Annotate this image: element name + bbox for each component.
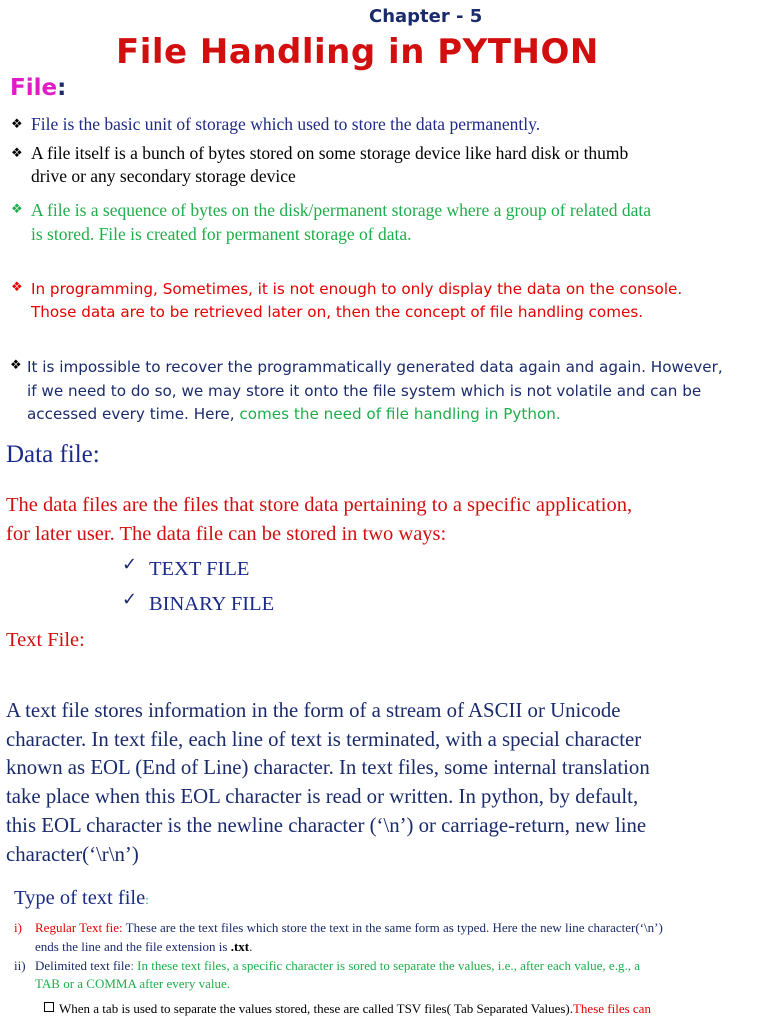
- type-i-line-2-start: ends the line and the file extension is: [35, 939, 231, 954]
- data-file-para-line-2: for later user. The data file can be stored in two ways:: [6, 523, 447, 545]
- text-file-heading: Text File:: [6, 629, 85, 651]
- diamond-bullet-icon: ❖: [11, 279, 23, 294]
- type-i-description: These are the text files which store the text in the same form as typed. Here the new line character(‘\n’): [122, 920, 663, 935]
- type-i-extension: .txt: [230, 939, 250, 954]
- text-file-para-line-5: this EOL character is the newline character (‘\n’) or carriage-return, new line: [6, 814, 647, 837]
- text-file-para-line-6: character(‘\r\n’): [6, 843, 139, 866]
- bullet-5-line-1: It is impossible to recover the programmatically generated data again and again. However,: [27, 358, 723, 376]
- text-file-para-line-4: take place when this EOL character is read or written. In python, by default,: [6, 785, 639, 808]
- type-heading-text: Type of text file: [14, 887, 146, 909]
- type-ii-description: : In these text files, a specific character is sored to separate the values, i.e., after each value, e.g., a: [130, 958, 640, 973]
- type-ii-line-1: [14, 958, 640, 974]
- file-heading-colon: :: [57, 75, 67, 101]
- type-text-file: TEXT FILE: [149, 558, 250, 580]
- tsv-description: When a tab is used to separate the values stored, these are called TSV files( Tab Separated Values).: [59, 1001, 573, 1016]
- diamond-bullet-icon: ❖: [11, 116, 23, 131]
- data-file-para-line-1: The data files are the files that store data pertaining to a specific application,: [6, 494, 633, 516]
- type-ii-sub-line: [44, 1001, 651, 1017]
- data-file-heading: Data file:: [6, 441, 100, 468]
- diamond-bullet-icon: ❖: [10, 357, 22, 372]
- bullet-5-line-3-start: accessed every time. Here,: [27, 405, 240, 423]
- checkmark-icon: ✓: [122, 554, 138, 575]
- type-ii-label: Delimited text file: [35, 958, 131, 973]
- file-heading: [10, 75, 66, 101]
- type-i-line-2-end: .: [249, 939, 253, 954]
- type-of-text-file-heading: [14, 887, 149, 910]
- type-ii-number: ii): [14, 958, 26, 973]
- type-i-line-2: [35, 939, 252, 955]
- type-ii-line-2: TAB or a COMMA after every value.: [35, 976, 230, 991]
- file-heading-word: File: [10, 75, 58, 101]
- type-i-line-1: [14, 920, 663, 936]
- checkmark-icon: ✓: [122, 589, 138, 610]
- text-file-para-line-3: known as EOL (End of Line) character. In text files, some internal translation: [6, 756, 650, 779]
- bullet-5-line-3: [27, 405, 561, 423]
- bullet-4-line-2: Those data are to be retrieved later on, then the concept of file handling comes.: [31, 303, 644, 321]
- text-file-para-line-2: character. In text file, each line of text is terminated, with a special character: [6, 728, 642, 751]
- page-title: File Handling in PYTHON: [116, 32, 599, 72]
- bullet-3-line-2: is stored. File is created for permanent storage of data.: [31, 224, 412, 244]
- type-i-number: i): [14, 920, 22, 935]
- bullet-2-line-2: drive or any secondary storage device: [31, 166, 296, 186]
- diamond-bullet-icon: ❖: [11, 145, 23, 160]
- tsv-continuation: These files can: [572, 1001, 651, 1016]
- type-binary-file: BINARY FILE: [149, 593, 275, 615]
- type-heading-colon: :: [145, 892, 149, 907]
- bullet-2-line-1: A file itself is a bunch of bytes stored on some storage device like hard disk or thumb: [31, 143, 629, 163]
- diamond-bullet-icon: ❖: [11, 201, 23, 216]
- square-bullet-icon: [44, 1002, 54, 1012]
- bullet-1-text: File is the basic unit of storage which used to store the data permanently.: [31, 114, 541, 134]
- bullet-5-line-3-highlight: comes the need of file handling in Python.: [239, 405, 561, 423]
- bullet-5-line-2: if we need to do so, we may store it onto the file system which is not volatile and can be: [27, 382, 702, 400]
- chapter-label: Chapter - 5: [369, 6, 483, 27]
- bullet-4-line-1: In programming, Sometimes, it is not enough to only display the data on the console.: [31, 280, 683, 298]
- type-i-label: Regular Text fie:: [35, 920, 123, 935]
- text-file-para-line-1: A text file stores information in the form of a stream of ASCII or Unicode: [6, 699, 621, 722]
- bullet-3-line-1: A file is a sequence of bytes on the disk/permanent storage where a group of related data: [31, 200, 652, 220]
